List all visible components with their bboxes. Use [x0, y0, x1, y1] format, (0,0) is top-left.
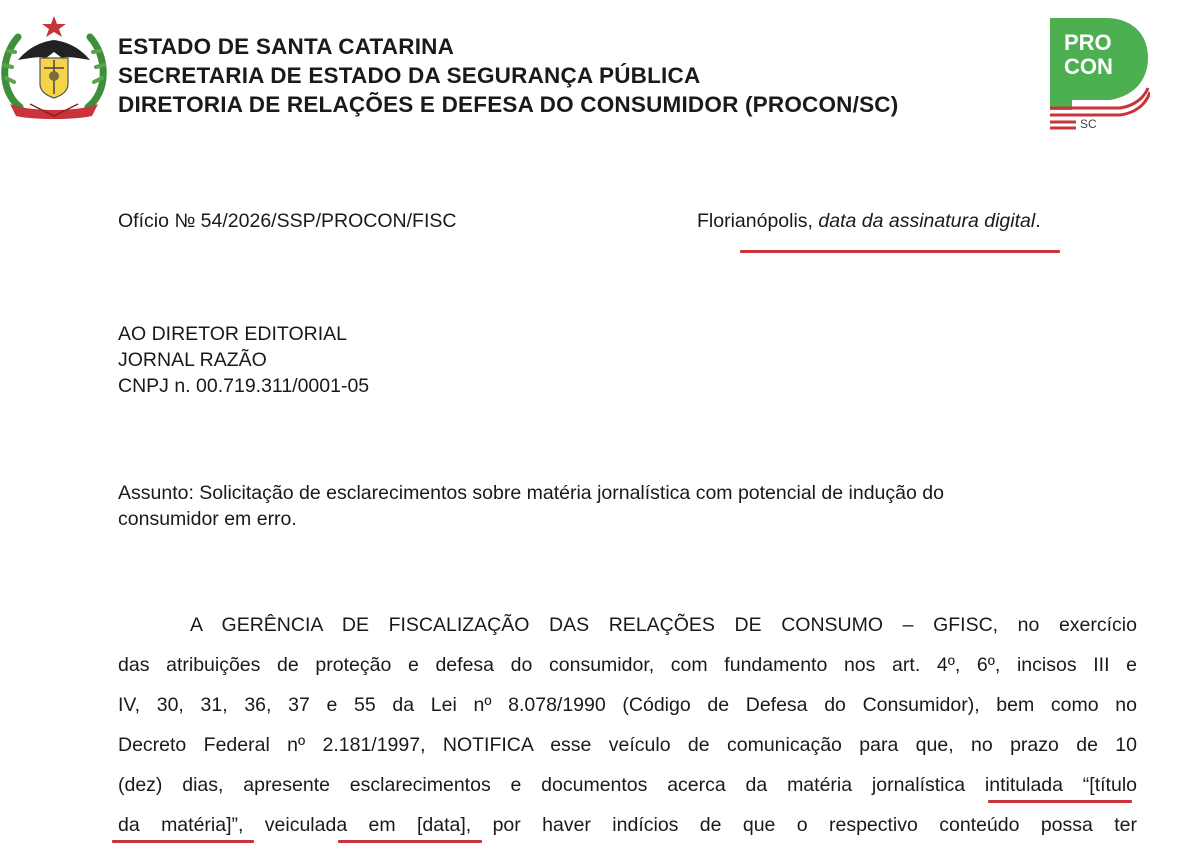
body-line-4: Decreto Federal nº 2.181/1997, NOTIFICA esse veículo de comunicação para que, no prazo de 10 — [118, 734, 1137, 756]
oficio-place-date — [697, 210, 1041, 233]
body-line-6: da matéria]”, veiculada em [data], por haver indícios de que o respectivo conteúdo possa ter — [118, 814, 1137, 836]
coat-of-arms-icon — [0, 12, 108, 124]
subject-line-1: Assunto: Solicitação de esclarecimentos sobre matéria jornalística com potencial de indução do — [118, 482, 944, 504]
recipient-cnpj: CNPJ n. 00.719.311/0001-05 — [118, 375, 370, 397]
procon-logo-sc: SC — [1080, 117, 1097, 131]
oficio-date: data da assinatura digital — [818, 210, 1036, 232]
date-placeholder-underline — [338, 840, 482, 843]
header-secretariat: SECRETARIA DE ESTADO DA SEGURANÇA PÚBLICA — [118, 63, 701, 88]
oficio-number: Ofício № 54/2026/SSP/PROCON/FISC — [118, 210, 457, 232]
title-underline-cont — [112, 840, 254, 843]
oficio-place: Florianópolis, — [697, 210, 819, 232]
body-line-2: das atribuições de proteção e defesa do consumidor, com fundamento nos art. 4º, 6º, incisos III e — [118, 654, 1137, 676]
date-underline — [740, 250, 1060, 253]
recipient-title: AO DIRETOR EDITORIAL — [118, 323, 347, 345]
procon-logo-icon — [1046, 14, 1150, 132]
body-line-1: A GERÊNCIA DE FISCALIZAÇÃO DAS RELAÇÕES DE CONSUMO – GFISC, no exercício — [190, 614, 1137, 636]
oficio-date-end: . — [1035, 210, 1041, 232]
header-directorate: DIRETORIA DE RELAÇÕES E DEFESA DO CONSUMIDOR (PROCON/SC) — [118, 92, 899, 117]
procon-logo-text-1: PRO — [1064, 30, 1112, 55]
subject-line-2: consumidor em erro. — [118, 508, 297, 530]
body-line-5: (dez) dias, apresente esclarecimentos e documentos acerca da matéria jornalística intitulada “[título — [118, 774, 1137, 796]
recipient-name: JORNAL RAZÃO — [118, 349, 267, 371]
procon-logo-text-2: CON — [1064, 54, 1113, 79]
header-state: ESTADO DE SANTA CATARINA — [118, 34, 455, 59]
body-line-3: IV, 30, 31, 36, 37 e 55 da Lei nº 8.078/1990 (Código de Defesa do Consumidor), bem como no — [118, 694, 1137, 716]
title-underline — [988, 800, 1132, 803]
